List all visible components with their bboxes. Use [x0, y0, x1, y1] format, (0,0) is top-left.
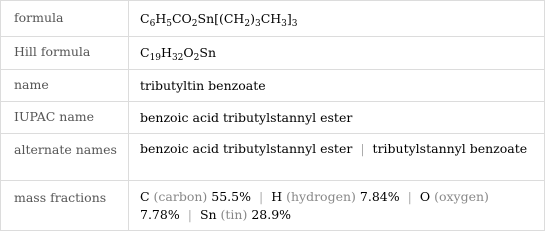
fraction-value: 7.78% [140, 207, 180, 222]
formula-subscript: 6 [149, 19, 156, 29]
formula-value [140, 10, 535, 28]
fraction-value: 28.9% [251, 207, 292, 222]
hill-formula-text: C [140, 45, 150, 60]
alternate-name: tributylstannyl benzoate [372, 141, 528, 156]
formula-text: CH [260, 11, 282, 26]
mass-fraction-item [140, 189, 251, 204]
alternate-names-value [140, 140, 535, 158]
element-name: (carbon) [153, 189, 212, 204]
formula-subscript: 3 [291, 19, 298, 29]
table-row [1, 133, 544, 180]
row-label: name [14, 77, 49, 92]
table-row [1, 180, 544, 230]
formula-text: Sn[(CH [197, 11, 245, 26]
table-row [1, 36, 544, 69]
row-label: alternate names [14, 142, 117, 157]
hill-formula-subscript: 2 [193, 53, 200, 63]
formula-text: CO [171, 11, 192, 26]
mass-fraction-item [271, 189, 399, 204]
mass-fraction-item [200, 207, 291, 222]
hill-formula-subscript: 32 [171, 53, 184, 63]
element-symbol: Sn [199, 207, 221, 222]
separator: | [360, 141, 365, 156]
separator: | [259, 189, 264, 204]
formula-subscript: 5 [166, 19, 172, 29]
formula-subscript: 2 [191, 19, 198, 29]
element-name: (tin) [220, 207, 252, 222]
mass-fractions-value [140, 188, 535, 224]
element-name: (hydrogen) [286, 189, 360, 204]
hill-formula-value [140, 44, 535, 62]
alternate-name: benzoic acid tributylstannyl ester [140, 141, 353, 156]
hill-formula-text: Sn [199, 45, 216, 60]
fraction-value: 55.5% [211, 189, 251, 204]
element-symbol: H [271, 189, 287, 204]
row-label: Hill formula [14, 44, 91, 59]
separator: | [407, 189, 412, 204]
row-label: formula [14, 10, 64, 25]
element-symbol: O [419, 189, 435, 204]
row-label: mass fractions [14, 190, 107, 205]
hill-formula-text: H [161, 45, 172, 60]
formula-subscript: 2 [244, 19, 251, 29]
formula-text: C [140, 11, 150, 26]
hill-formula-subscript: 19 [149, 53, 162, 63]
formula-text: H [155, 11, 167, 26]
formula-subscript: 3 [281, 19, 287, 29]
formula-text: ] [286, 11, 292, 26]
separator: | [187, 207, 192, 222]
fraction-value: 7.84% [359, 189, 400, 204]
hill-formula-text: O [183, 45, 194, 60]
element-symbol: C [140, 189, 154, 204]
iupac-name-value: benzoic acid tributylstannyl ester [140, 110, 353, 125]
formula-text: ) [250, 11, 255, 26]
table-row [1, 101, 544, 133]
row-label: IUPAC name [14, 109, 95, 124]
name-value: tributyltin benzoate [140, 78, 266, 93]
element-name: (oxygen) [434, 189, 489, 204]
table-row [1, 69, 544, 101]
formula-subscript: 3 [254, 19, 261, 29]
table-row [1, 1, 544, 36]
